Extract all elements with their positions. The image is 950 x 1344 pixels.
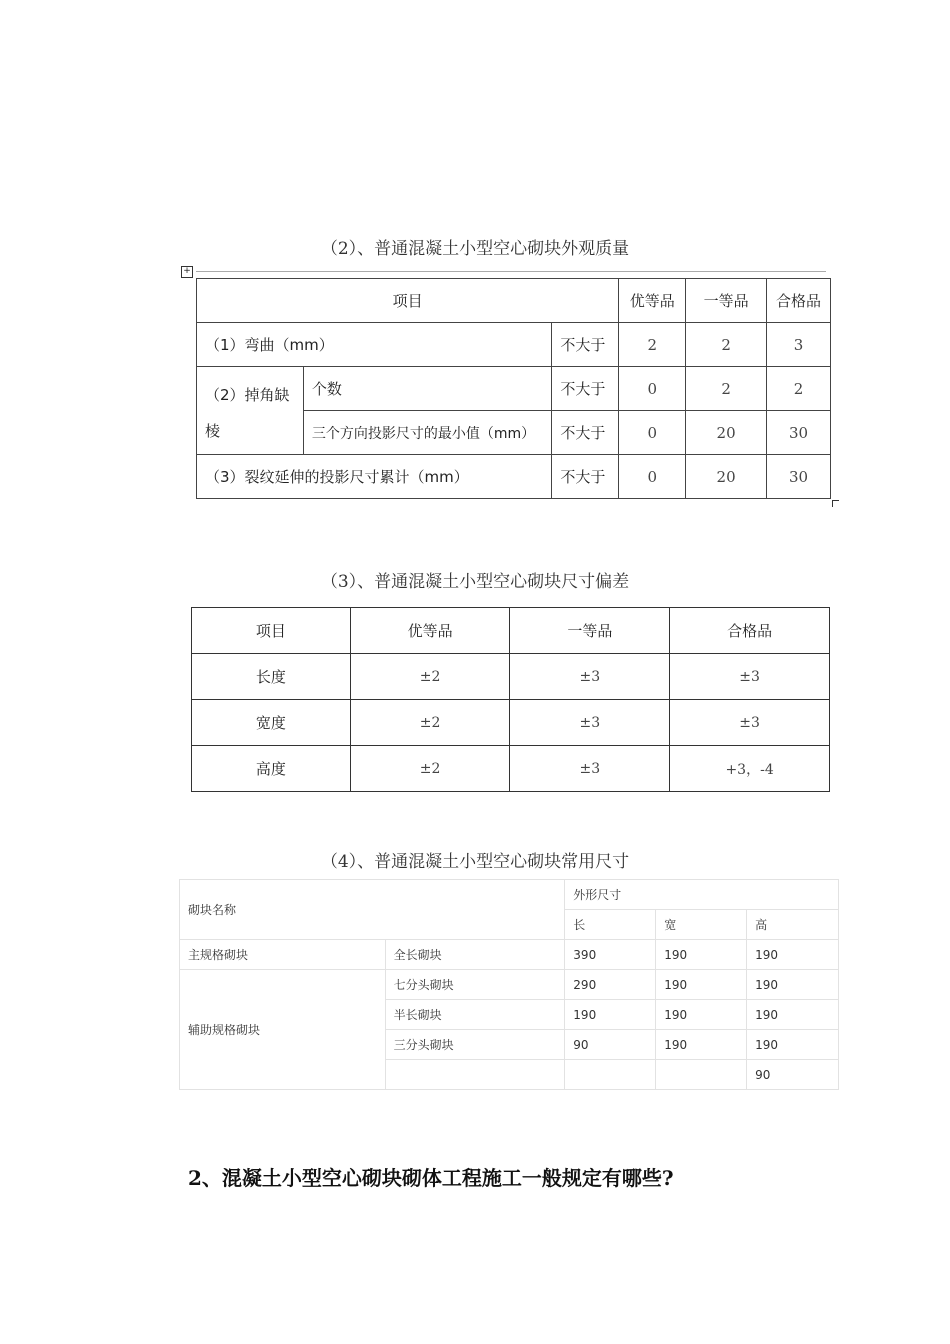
row-item: 三个方向投影尺寸的最小值（mm） — [303, 411, 552, 455]
table-row — [197, 455, 831, 499]
cell: ±3 — [510, 654, 670, 700]
block-name: 半长砌块 — [385, 1000, 565, 1030]
dims-header: 外形尺寸 — [565, 880, 839, 910]
header-excellent: 优等品 — [619, 279, 686, 323]
cell: ±2 — [350, 700, 510, 746]
dim-width-header: 宽 — [656, 910, 747, 940]
table-row — [180, 970, 839, 1000]
row-limit: 不大于 — [552, 411, 619, 455]
row-limit: 不大于 — [552, 367, 619, 411]
table-header-row — [197, 279, 831, 323]
cell: ±3 — [670, 654, 830, 700]
row-label: 长度 — [192, 654, 351, 700]
cell: 190 — [656, 970, 747, 1000]
main-group-label: 主规格砌块 — [180, 940, 386, 970]
cell: ±3 — [510, 746, 670, 792]
block-name — [385, 1060, 565, 1090]
cell: 190 — [565, 1000, 656, 1030]
cell: 290 — [565, 970, 656, 1000]
table-resize-handle[interactable] — [832, 500, 839, 507]
header-item: 项目 — [197, 279, 619, 323]
row-first: 20 — [686, 455, 767, 499]
block-name: 三分头砌块 — [385, 1030, 565, 1060]
row-qualified: 30 — [767, 455, 831, 499]
row-excellent: 0 — [619, 411, 686, 455]
dim-length-header: 长 — [565, 910, 656, 940]
appearance-quality-table — [196, 278, 831, 499]
cell: 90 — [747, 1060, 839, 1090]
common-sizes-table — [179, 879, 839, 1090]
header-cell: 优等品 — [350, 608, 510, 654]
row-qualified: 30 — [767, 411, 831, 455]
row-limit: 不大于 — [552, 323, 619, 367]
cell: 90 — [565, 1030, 656, 1060]
row-first: 2 — [686, 323, 767, 367]
row-excellent: 2 — [619, 323, 686, 367]
table-row — [180, 940, 839, 970]
deviation-caption: （3）、普通混凝土小型空心砌块尺寸偏差 — [320, 572, 630, 592]
size-deviation-table — [191, 607, 830, 792]
cell: +3，-4 — [670, 746, 830, 792]
row-excellent: 0 — [619, 367, 686, 411]
row-first: 2 — [686, 367, 767, 411]
cell: ±2 — [350, 746, 510, 792]
cell: 390 — [565, 940, 656, 970]
divider — [196, 271, 826, 272]
row-item: 个数 — [303, 367, 552, 411]
header-qualified: 合格品 — [767, 279, 831, 323]
header-cell: 合格品 — [670, 608, 830, 654]
row-item: （1）弯曲（mm） — [197, 323, 552, 367]
table-row — [192, 700, 830, 746]
table-row — [197, 367, 831, 411]
cell — [656, 1060, 747, 1090]
row-qualified: 2 — [767, 367, 831, 411]
table-header-row — [192, 608, 830, 654]
header-first: 一等品 — [686, 279, 767, 323]
cell: 190 — [747, 970, 839, 1000]
cell: 190 — [747, 1030, 839, 1060]
table-row — [197, 323, 831, 367]
cell: 190 — [656, 1030, 747, 1060]
row-excellent: 0 — [619, 455, 686, 499]
aux-group-label: 辅助规格砌块 — [180, 970, 386, 1090]
cell: ±3 — [510, 700, 670, 746]
table-header-row — [180, 880, 839, 910]
appearance-caption: （2）、普通混凝土小型空心砌块外观质量 — [320, 239, 630, 259]
row-first: 20 — [686, 411, 767, 455]
table-move-handle-icon[interactable]: + — [181, 266, 193, 278]
cell: 190 — [656, 940, 747, 970]
row-group: （2）掉角缺棱 — [197, 367, 304, 455]
cell — [565, 1060, 656, 1090]
row-item: （3）裂纹延伸的投影尺寸累计（mm） — [197, 455, 552, 499]
cell: 190 — [747, 1000, 839, 1030]
cell: 190 — [656, 1000, 747, 1030]
question-heading: 2、混凝土小型空心砌块砌体工程施工一般规定有哪些? — [188, 1166, 674, 1190]
block-name: 全长砌块 — [385, 940, 565, 970]
sizes-caption: （4）、普通混凝土小型空心砌块常用尺寸 — [320, 852, 630, 872]
table-row — [192, 746, 830, 792]
cell: ±2 — [350, 654, 510, 700]
row-qualified: 3 — [767, 323, 831, 367]
row-label: 宽度 — [192, 700, 351, 746]
dim-height-header: 高 — [747, 910, 839, 940]
cell: 190 — [747, 940, 839, 970]
table-row — [192, 654, 830, 700]
header-cell: 一等品 — [510, 608, 670, 654]
row-label: 高度 — [192, 746, 351, 792]
cell: ±3 — [670, 700, 830, 746]
header-cell: 项目 — [192, 608, 351, 654]
row-limit: 不大于 — [552, 455, 619, 499]
block-name: 七分头砌块 — [385, 970, 565, 1000]
name-header: 砌块名称 — [180, 880, 565, 940]
